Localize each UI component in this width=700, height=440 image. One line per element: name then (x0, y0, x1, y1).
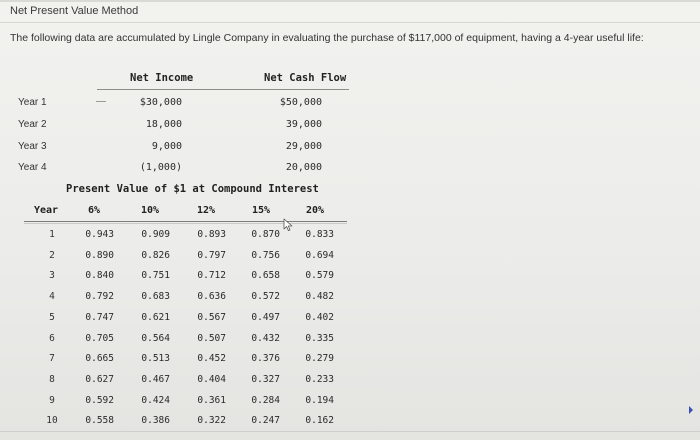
rate-header-15: 15% (252, 205, 271, 216)
pv-value-cell: 0.194 (305, 395, 334, 406)
pv-value-cell: 0.665 (85, 353, 114, 364)
pv-year-cell: 8 (49, 374, 55, 385)
pv-value-cell: 0.467 (141, 374, 170, 385)
cash-table-rule (97, 89, 349, 90)
mouse-pointer-icon (283, 218, 295, 232)
pv-value-cell: 0.712 (197, 270, 226, 281)
pv-header-rule-shadow (24, 223, 347, 224)
pv-value-cell: 0.621 (141, 312, 170, 323)
pv-year-cell: 3 (49, 270, 55, 281)
pv-value-cell: 0.361 (197, 395, 226, 406)
pv-value-cell: 0.432 (251, 333, 280, 344)
pv-value-cell: 0.840 (85, 270, 114, 281)
year-2-net-income: 18,000 (145, 119, 182, 130)
rate-header-20: 20% (306, 205, 325, 216)
pv-value-cell: 0.376 (251, 353, 280, 364)
pv-value-cell: 0.797 (197, 250, 226, 261)
pv-header-rule (24, 221, 347, 222)
rate-header-12: 12% (197, 205, 216, 216)
pv-value-cell: 0.513 (141, 353, 170, 364)
year-2-label: Year 2 (18, 119, 47, 130)
pv-year-cell: 7 (49, 353, 55, 364)
pv-value-cell: 0.627 (85, 374, 114, 385)
pv-value-cell: 0.833 (305, 229, 334, 240)
pv-value-cell: 0.683 (141, 291, 170, 302)
pv-year-cell: 5 (49, 312, 55, 323)
pv-year-cell: 10 (46, 415, 58, 426)
pv-value-cell: 0.756 (251, 250, 280, 261)
pv-value-cell: 0.636 (197, 291, 226, 302)
rate-header-6: 6% (88, 205, 101, 216)
year-4-net-income: (1,000) (139, 162, 182, 173)
pv-value-cell: 0.567 (197, 312, 226, 323)
pv-table-title: Present Value of $1 at Compound Interest (66, 183, 319, 195)
pv-value-cell: 0.322 (197, 415, 226, 426)
scroll-arrow-icon[interactable] (688, 405, 694, 415)
pv-value-cell: 0.694 (305, 250, 334, 261)
pv-value-cell: 0.327 (251, 374, 280, 385)
pv-value-cell: 0.482 (305, 291, 334, 302)
pv-value-cell: 0.507 (197, 333, 226, 344)
pv-value-cell: 0.792 (85, 291, 114, 302)
year-3-label: Year 3 (18, 141, 47, 152)
year-3-net-cash-flow: 29,000 (285, 141, 322, 152)
pv-year-cell: 2 (49, 250, 55, 261)
pv-value-cell: 0.909 (141, 229, 170, 240)
pv-year-cell: 6 (49, 333, 55, 344)
year-2-net-cash-flow: 39,000 (285, 119, 322, 130)
title-divider (0, 22, 700, 23)
pv-value-cell: 0.497 (251, 312, 280, 323)
pv-value-cell: 0.893 (197, 229, 226, 240)
pv-value-cell: 0.943 (85, 229, 114, 240)
pv-year-header: Year (34, 205, 59, 216)
year-4-net-cash-flow: 20,000 (285, 162, 322, 173)
year-4-label: Year 4 (18, 162, 47, 173)
year-1-label: Year 1 (18, 97, 47, 108)
problem-description: The following data are accumulated by Lingle Company in evaluating the purchase of $117,000 of equipment, having a 4-year useful life: (10, 32, 644, 44)
cash-table-dash (96, 101, 106, 102)
pv-year-cell: 4 (49, 291, 55, 302)
net-income-header: Net Income (130, 72, 194, 84)
top-divider (0, 0, 700, 2)
rate-header-10: 10% (141, 205, 160, 216)
pv-value-cell: 0.233 (305, 374, 334, 385)
year-1-net-income: $30,000 (139, 97, 182, 108)
pv-value-cell: 0.890 (85, 250, 114, 261)
pv-value-cell: 0.564 (141, 333, 170, 344)
pv-value-cell: 0.424 (141, 395, 170, 406)
year-1-net-cash-flow: $50,000 (279, 97, 322, 108)
pv-value-cell: 0.284 (251, 395, 280, 406)
pv-value-cell: 0.572 (251, 291, 280, 302)
pv-value-cell: 0.592 (85, 395, 114, 406)
pv-value-cell: 0.386 (141, 415, 170, 426)
bottom-divider (0, 431, 700, 432)
pv-value-cell: 0.826 (141, 250, 170, 261)
pv-value-cell: 0.558 (85, 415, 114, 426)
pv-value-cell: 0.162 (305, 415, 334, 426)
net-cash-flow-header: Net Cash Flow (264, 72, 347, 84)
pv-year-cell: 1 (49, 229, 55, 240)
pv-value-cell: 0.279 (305, 353, 334, 364)
pv-value-cell: 0.404 (197, 374, 226, 385)
pv-value-cell: 0.335 (305, 333, 334, 344)
year-3-net-income: 9,000 (151, 141, 182, 152)
pv-value-cell: 0.658 (251, 270, 280, 281)
pv-value-cell: 0.705 (85, 333, 114, 344)
pv-value-cell: 0.402 (305, 312, 334, 323)
pv-value-cell: 0.751 (141, 270, 170, 281)
pv-year-cell: 9 (49, 395, 55, 406)
pv-value-cell: 0.247 (251, 415, 280, 426)
pv-value-cell: 0.870 (251, 229, 280, 240)
pv-value-cell: 0.579 (305, 270, 334, 281)
pv-value-cell: 0.747 (85, 312, 114, 323)
pv-value-cell: 0.452 (197, 353, 226, 364)
page-title: Net Present Value Method (10, 5, 139, 17)
